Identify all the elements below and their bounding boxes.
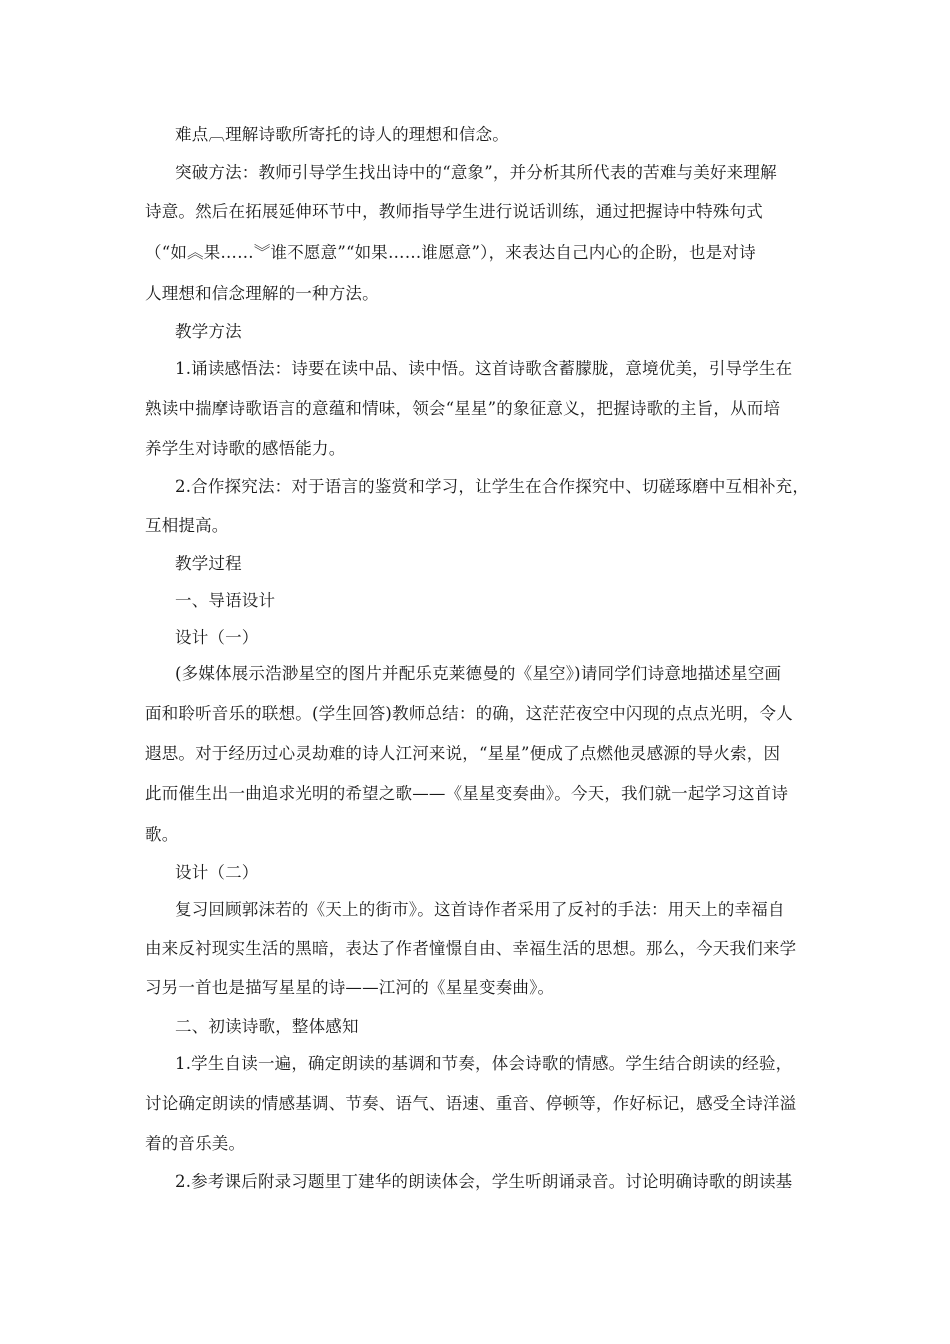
text-line: 1.诵读感悟法：诗要在读中品、读中悟。这首诗歌含蓄朦胧，意境优美，引导学生在 xyxy=(175,359,793,378)
text-line: 诗意。然后在拓展延伸环节中，教师指导学生进行说话训练，通过把握诗中特殊句式 xyxy=(145,202,763,221)
section-heading: 二、初读诗歌，整体感知 xyxy=(175,1017,359,1036)
text-line: 互相提高。 xyxy=(145,516,229,535)
section-heading: 教学方法 xyxy=(175,322,242,341)
text-line: 养学生对诗歌的感悟能力。 xyxy=(145,439,346,458)
section-heading: 设计（一） xyxy=(175,628,259,647)
text-line: 2.参考课后附录习题里丁建华的朗读体会，学生听朗诵录音。讨论明确诗歌的朗读基 xyxy=(175,1172,793,1191)
section-heading: 设计（二） xyxy=(175,863,259,882)
text-line: 讨论确定朗读的情感基调、节奏、语气、语速、重音、停顿等，作好标记，感受全诗洋溢 xyxy=(145,1094,797,1113)
text-line: 此而催生出一曲追求光明的希望之歌——《星星变奏曲》。今天，我们就一起学习这首诗 xyxy=(145,784,789,803)
section-heading: 教学过程 xyxy=(175,554,242,573)
text-line: 1.学生自读一遍，确定朗读的基调和节奏，体会诗歌的情感。学生结合朗读的经验， xyxy=(175,1054,793,1073)
text-line: （“如︽果……︾谁不愿意”“如果……谁愿意”），来表达自己内心的企盼，也是对诗 xyxy=(145,243,756,262)
text-line: 难点︹理解诗歌所寄托的诗人的理想和信念。 xyxy=(175,125,509,144)
text-line: 遐思。对于经历过心灵劫难的诗人江河来说，“星星”便成了点燃他灵感源的导火索，因 xyxy=(145,744,781,763)
text-line: 复习回顾郭沫若的《天上的街市》。这首诗作者采用了反衬的手法：用天上的幸福自 xyxy=(175,900,785,919)
section-heading: 一、导语设计 xyxy=(175,591,276,610)
text-line: 习另一首也是描写星星的诗——江河的《星星变奏曲》。 xyxy=(145,978,555,997)
text-line: 人理想和信念理解的一种方法。 xyxy=(145,284,379,303)
text-line: 面和聆听音乐的联想。(学生回答)教师总结：的确，这茫茫夜空中闪现的点点光明，令人 xyxy=(145,704,793,723)
text-line: 着的音乐美。 xyxy=(145,1134,246,1153)
text-line: 2.合作探究法：对于语言的鉴赏和学习，让学生在合作探究中、切磋琢磨中互相补充， xyxy=(175,477,810,496)
text-line: 歌。 xyxy=(145,825,179,844)
text-line: (多媒体展示浩渺星空的图片并配乐克莱德曼的《星空》)请同学们诗意地描述星空画 xyxy=(175,664,782,683)
text-line: 熟读中揣摩诗歌语言的意蕴和情味，领会“星星”的象征意义，把握诗歌的主旨，从而培 xyxy=(145,399,781,418)
text-line: 突破方法：教师引导学生找出诗中的“意象”，并分析其所代表的苦难与美好来理解 xyxy=(175,163,777,182)
text-line: 由来反衬现实生活的黑暗，表达了作者憧憬自由、幸福生活的思想。那么，今天我们来学 xyxy=(145,939,797,958)
